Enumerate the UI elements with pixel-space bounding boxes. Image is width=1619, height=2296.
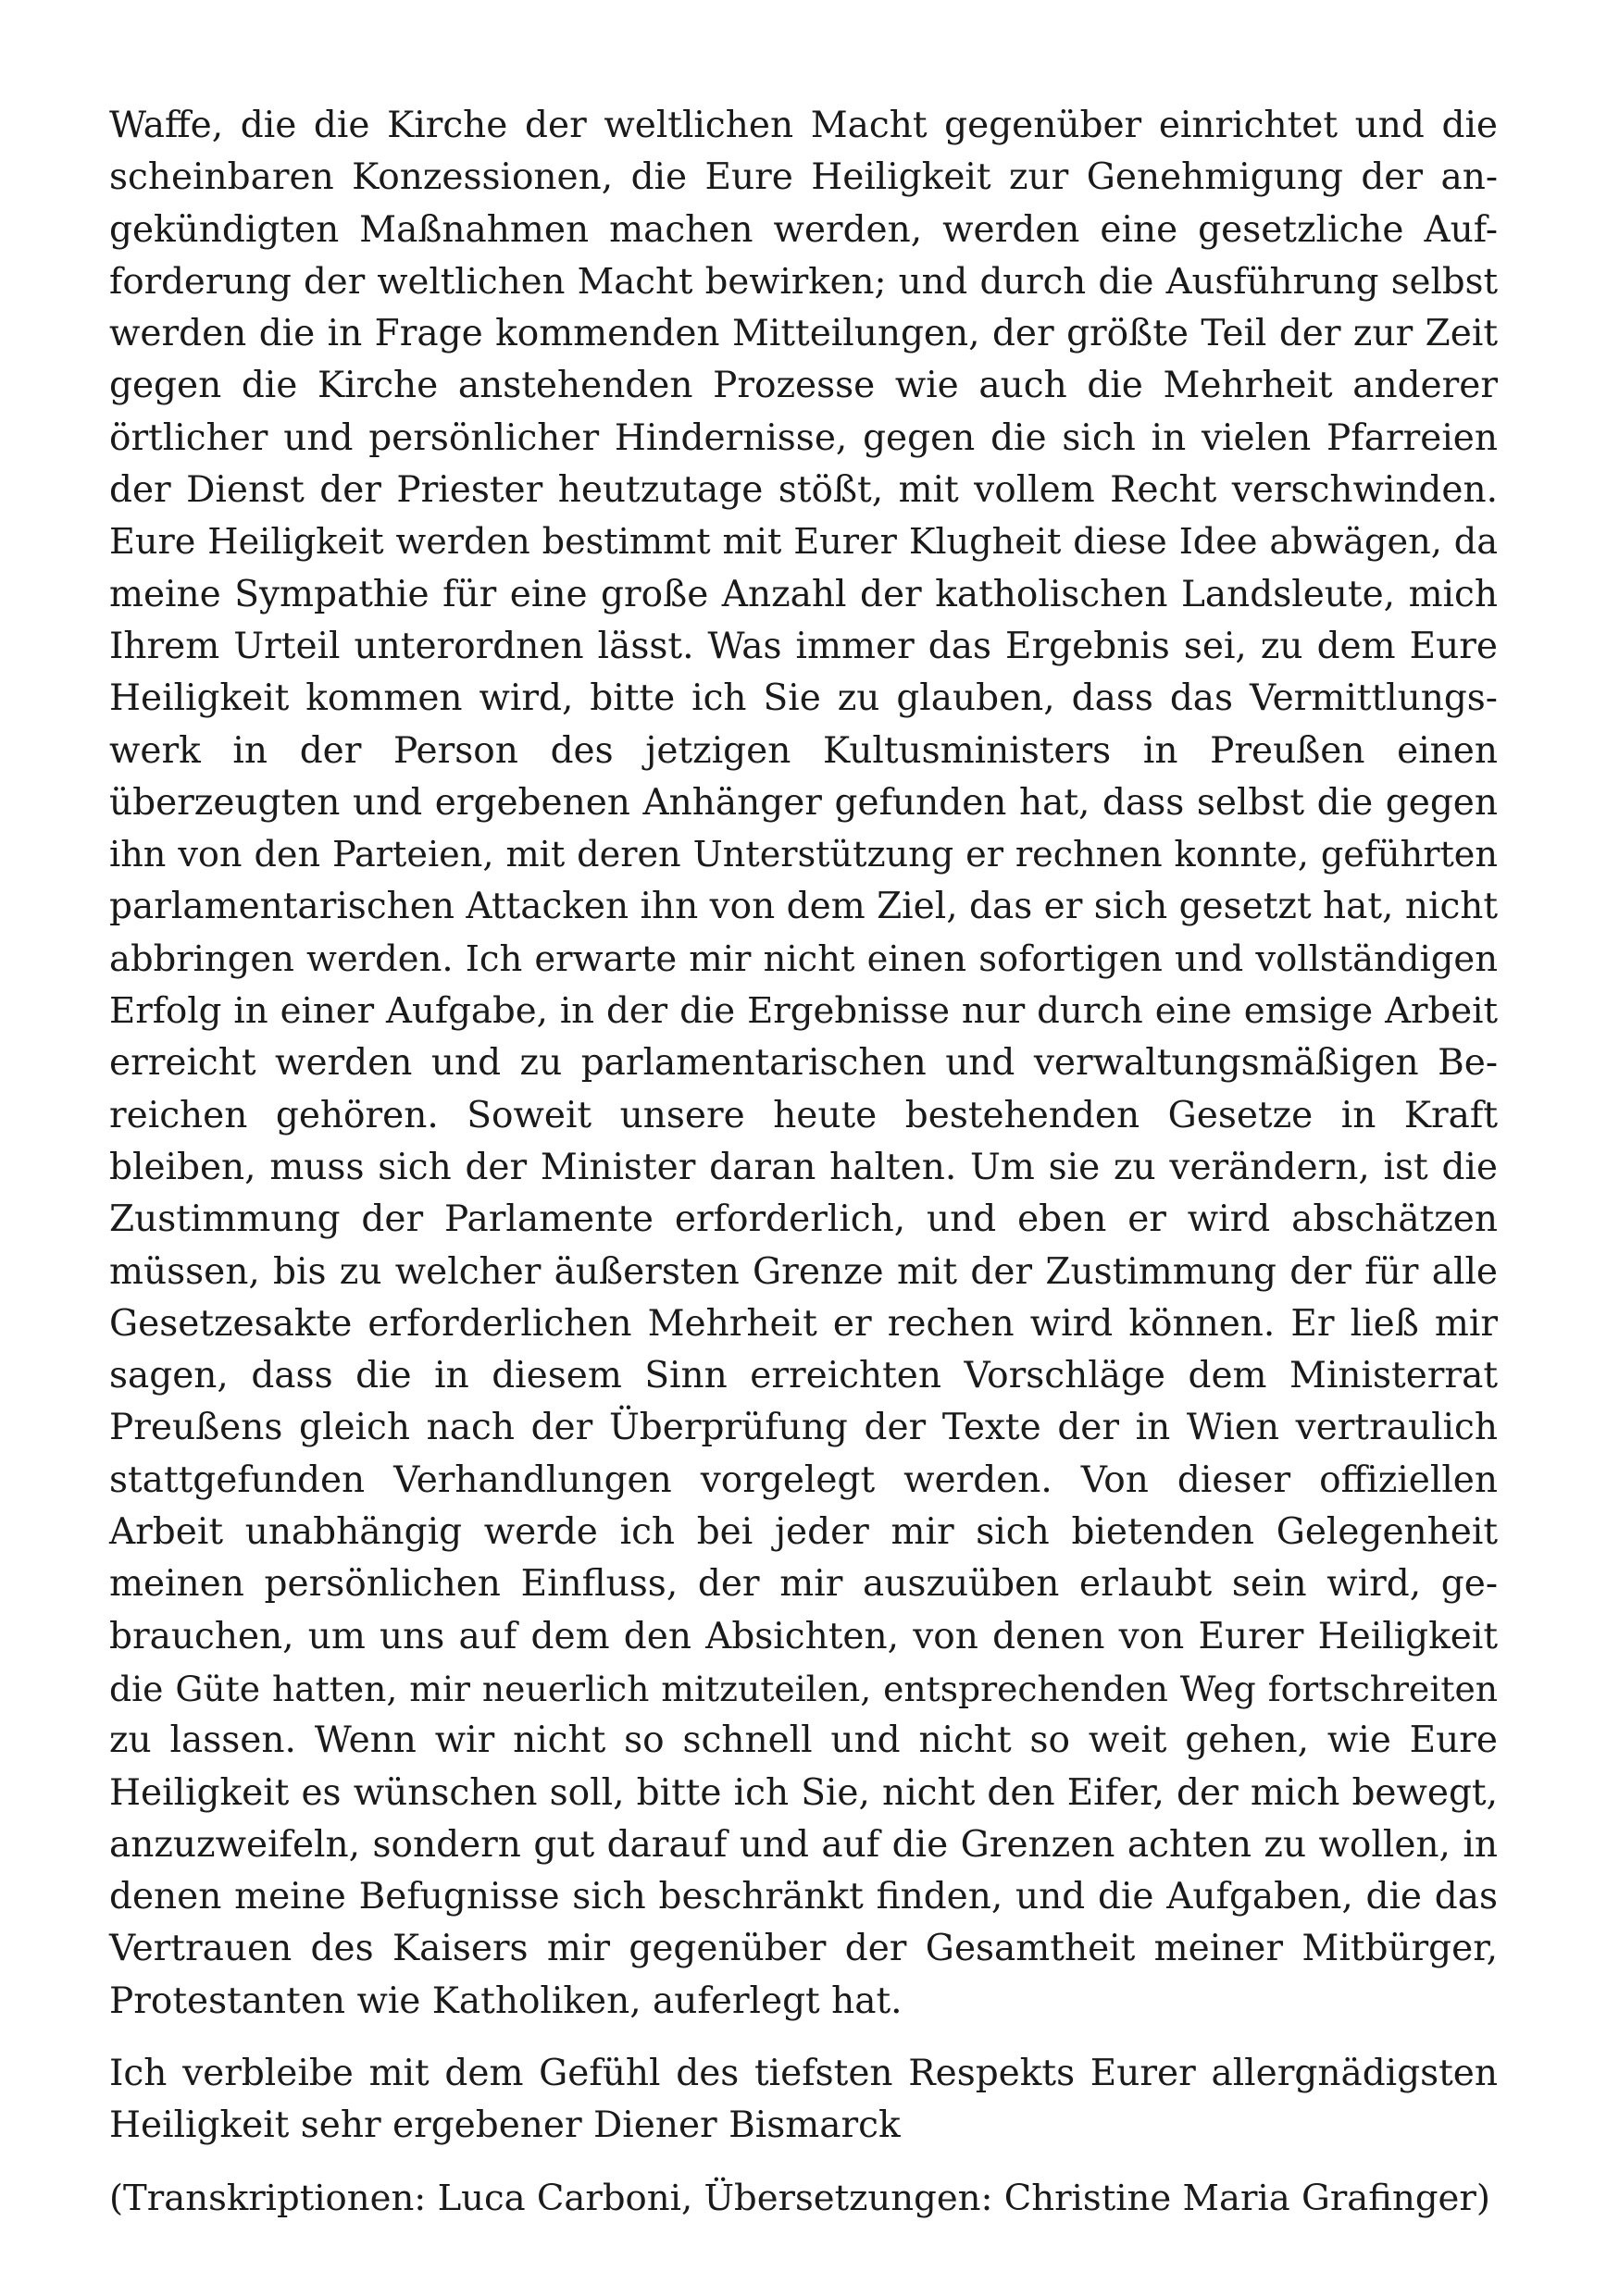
- text-line: anzuzweifeln, sondern gut darauf und auf die Grenzen achten zu wollen, in: [109, 1823, 1498, 1866]
- text-line: brauchen, um uns auf dem den Absichten, von denen von Eurer Heiligkeit: [109, 1615, 1498, 1657]
- document-page: [109, 100, 1498, 2225]
- text-line: gegen die Kirche anstehenden Prozesse wie auch die Mehrheit anderer: [109, 365, 1498, 407]
- text-line: Gesetzesakte erforderlichen Mehrheit er rechen wird können. Er ließ mir: [109, 1302, 1498, 1345]
- text-line: die Güte hatten, mir neuerlich mitzuteilen, entsprechenden Weg fortschreiten: [109, 1668, 1498, 1709]
- text-line: überzeugten und ergebenen Anhänger gefunden hat, dass selbst die gegen: [109, 781, 1498, 824]
- text-line: Erfolg in einer Aufgabe, in der die Ergebnisse nur durch eine emsige Arbeit: [109, 990, 1498, 1033]
- text-line: Vertrauen des Kaisers mir gegenüber der Gesamtheit meiner Mitbürger,: [109, 1928, 1498, 1970]
- text-line: Waffe, die die Kirche der weltlichen Macht gegenüber einrichtet und die: [109, 105, 1498, 146]
- closing-paragraph: [109, 2048, 1498, 2153]
- text-line: Ich verbleibe mit dem Gefühl des tiefsten Respekts Eurer allergnädigsten: [109, 2052, 1498, 2094]
- text-line: abbringen werden. Ich erwarte mir nicht einen sofortigen und vollständigen: [109, 937, 1498, 980]
- credits-line: (Transkriptionen: Luca Carboni, Übersetzungen: Christine Maria Grafinger): [109, 2177, 1490, 2219]
- text-line: Zustimmung der Parlamente erforderlich, und eben er wird abschätzen: [109, 1198, 1498, 1241]
- text-line: meine Sympathie für eine große Anzahl der katholischen Landsleute, mich: [109, 573, 1498, 615]
- credits-note: [109, 2173, 1498, 2225]
- text-line: stattgefunden Verhandlungen vorgelegt werden. Von dieser offiziellen: [109, 1458, 1498, 1501]
- text-line: denen meine Befugnisse sich beschränkt finden, und die Aufgaben, die das: [109, 1876, 1498, 1918]
- text-line: Ihrem Urteil unterordnen lässt. Was immer das Ergebnis sei, zu dem Eure: [109, 625, 1498, 667]
- text-line: sagen, dass die in diesem Sinn erreichten Vorschläge dem Ministerrat: [109, 1355, 1498, 1397]
- letter-body-paragraph: [109, 100, 1498, 2028]
- text-line: bleiben, muss sich der Minister daran halten. Um sie zu verändern, ist die: [109, 1146, 1498, 1188]
- text-line: werden die in Frage kommenden Mitteilungen, der größte Teil der zur Zeit: [109, 313, 1498, 355]
- text-line: gekündigten Maßnahmen machen werden, werden eine gesetzliche Auf-: [109, 208, 1498, 251]
- text-line: werk in der Person des jetzigen Kultusministers in Preußen einen: [109, 729, 1498, 772]
- text-line: reichen gehören. Soweit unsere heute bestehenden Gesetze in Kraft: [109, 1094, 1498, 1136]
- text-line: parlamentarischen Attacken ihn von dem Ziel, das er sich gesetzt hat, nicht: [109, 886, 1499, 928]
- text-line: müssen, bis zu welcher äußersten Grenze mit der Zustimmung der für alle: [109, 1250, 1498, 1293]
- text-line: erreicht werden und zu parlamentarischen und verwaltungsmäßigen Be-: [109, 1042, 1498, 1085]
- text-line: Eure Heiligkeit werden bestimmt mit Eurer Klugheit diese Idee abwägen, da: [109, 522, 1498, 564]
- text-line: der Dienst der Priester heutzutage stößt, mit vollem Recht verschwinden.: [109, 469, 1498, 512]
- text-line: örtlicher und persönlicher Hindernisse, gegen die sich in vielen Pfarreien: [109, 416, 1498, 459]
- text-line: Protestanten wie Katholiken, auferlegt hat.: [109, 1980, 903, 2022]
- text-line: ihn von den Parteien, mit deren Unterstützung er rechnen konnte, geführten: [109, 835, 1498, 876]
- text-line: scheinbaren Konzessionen, die Eure Heiligkeit zur Genehmigung der an-: [109, 156, 1498, 199]
- text-line: forderung der weltlichen Macht bewirken; und durch die Ausführung selbst: [109, 260, 1498, 303]
- text-line: Heiligkeit es wünschen soll, bitte ich Sie, nicht den Eifer, der mich bewegt,: [109, 1771, 1498, 1814]
- text-line: Preußens gleich nach der Überprüfung der Texte der in Wien vertraulich: [109, 1407, 1498, 1449]
- signature-line: Heiligkeit sehr ergebener Diener Bismarck: [109, 2104, 901, 2147]
- text-line: Heiligkeit kommen wird, bitte ich Sie zu glauben, dass das Vermittlungs-: [109, 677, 1498, 720]
- text-line: meinen persönlichen Einfluss, der mir auszuüben erlaubt sein wird, ge-: [109, 1563, 1498, 1606]
- text-line: Arbeit unabhängig werde ich bei jeder mir sich bietenden Gelegenheit: [109, 1511, 1498, 1554]
- text-line: zu lassen. Wenn wir nicht so schnell und nicht so weit gehen, wie Eure: [109, 1719, 1498, 1762]
